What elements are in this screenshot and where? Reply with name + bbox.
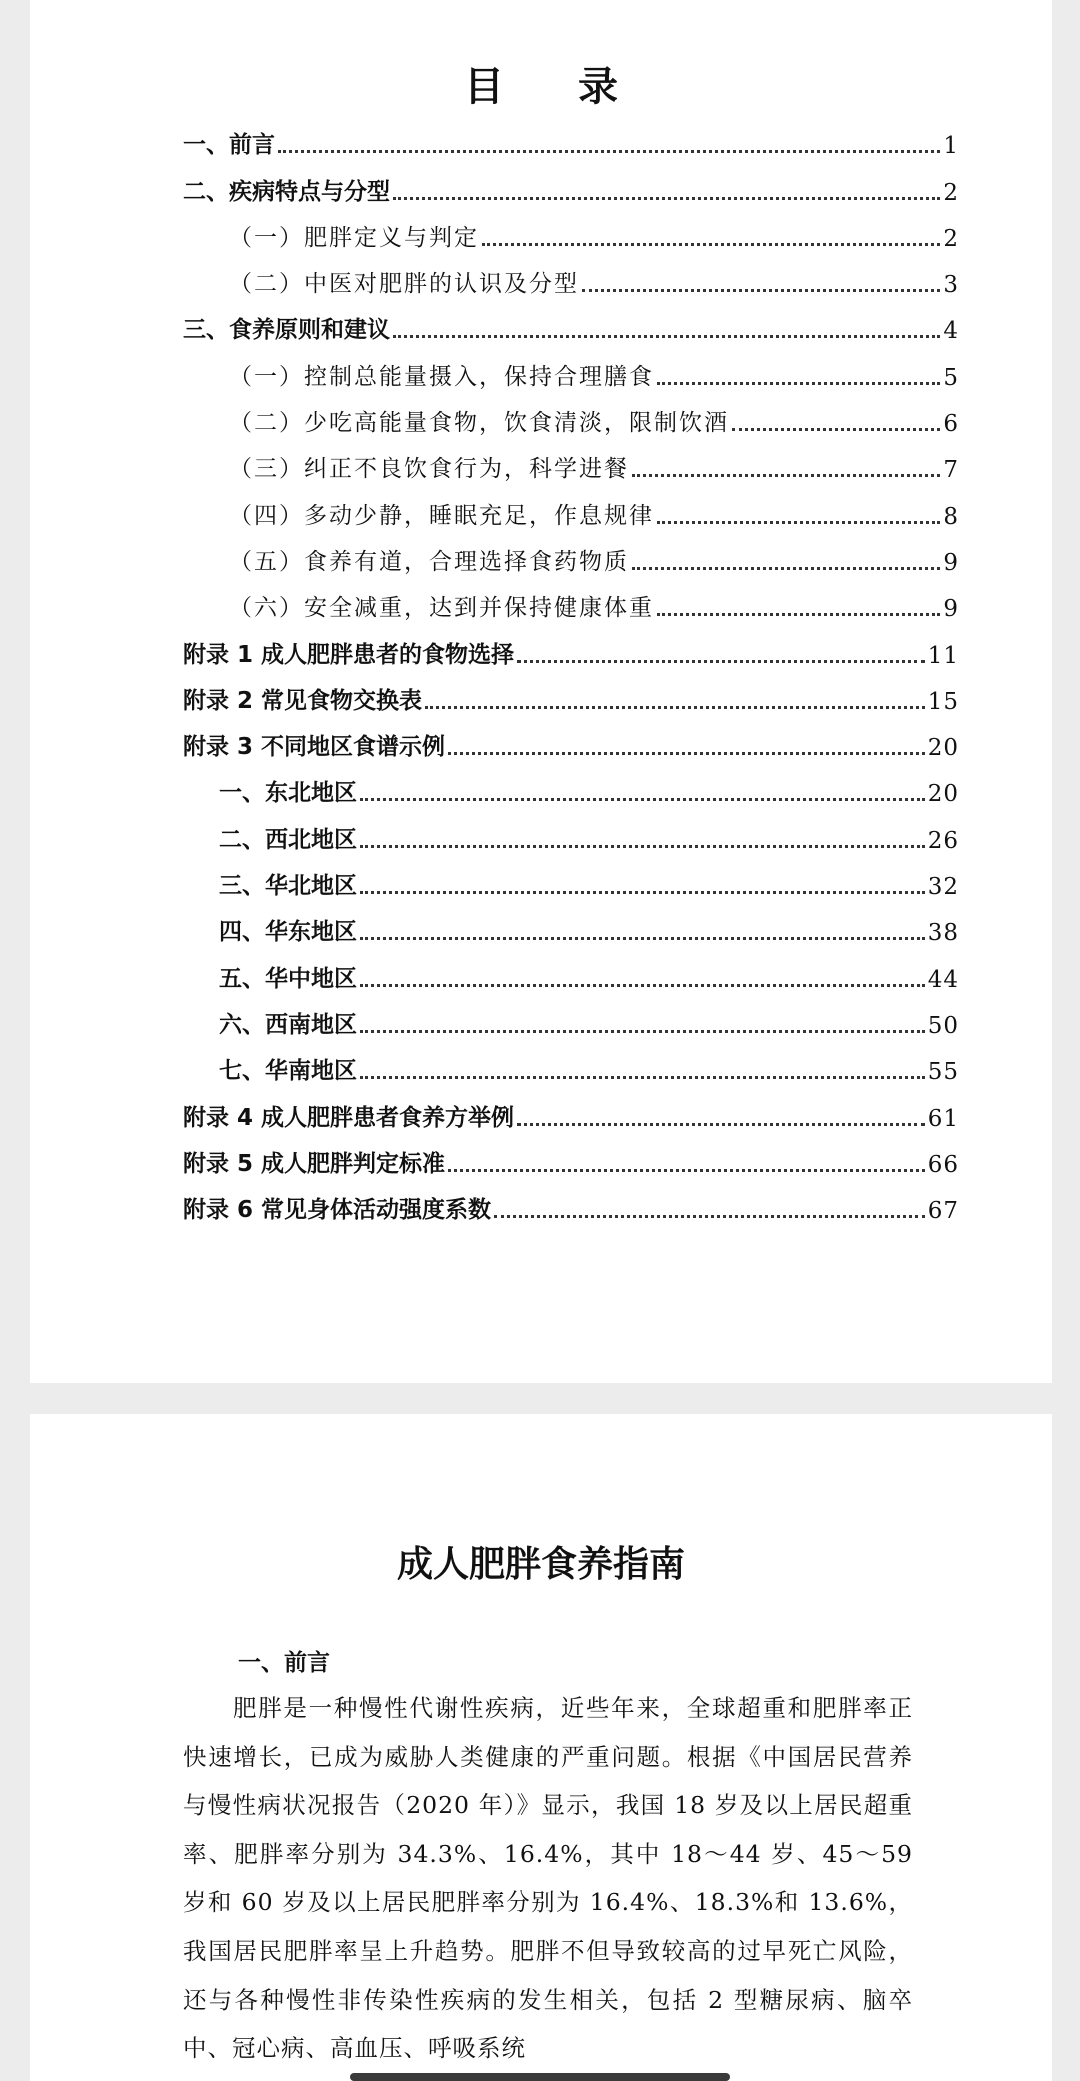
toc-entry[interactable] [183,622,959,668]
toc-entry[interactable] [183,1132,959,1178]
toc-leader-dots [657,382,940,385]
toc-entry-label: 附录 3 不同地区食谱示例 [183,734,446,761]
toc-entry-page: 67 [927,1198,959,1225]
toc-entry-page: 4 [943,318,959,345]
toc-leader-dots [448,752,925,755]
toc-leader-dots [278,150,940,153]
toc-list [183,113,959,1224]
toc-leader-dots [517,660,925,663]
home-indicator[interactable] [350,2073,730,2081]
toc-entry[interactable] [183,391,959,437]
toc-entry-page: 7 [943,457,959,484]
toc-entry-label: 一、东北地区 [219,780,357,807]
toc-entry[interactable] [183,1085,959,1131]
toc-leader-dots [632,474,940,477]
toc-entry-page: 1 [943,133,959,160]
toc-entry-page: 5 [943,364,959,391]
toc-entry-label: （二）少吃高能量食物，饮食清淡，限制饮酒 [229,410,729,437]
body-paragraph: 肥胖是一种慢性代谢性疾病，近些年来，全球超重和肥胖率正快速增长，已成为威胁人类健康的严重问题。根据《中国居民营养与慢性病状况报告（2020 年）》显示，我国 18 岁及以上居民超重率、肥胖率分别为 34.3%、16.4%，其中 18～44 岁、45～59 岁和 60 岁及以上居民肥胖率分别为 16.4%、18.3%和 13.6%，我国居民肥胖率呈上升趋势。肥胖不但导致较高的过早死亡风险，还与各种慢性非传染性疾病的发生相关，包括 2 型糖尿病、脑卒中、冠心病、高血压、呼吸系统 [183,1694,913,2063]
toc-leader-dots [657,613,940,616]
toc-leader-dots [360,1076,925,1079]
toc-leader-dots [494,1215,925,1218]
toc-entry[interactable] [183,854,959,900]
toc-entry-label: 附录 6 常见身体活动强度系数 [183,1197,492,1224]
toc-entry-label: （二）中医对肥胖的认识及分型 [229,271,579,298]
toc-entry-label: 二、疾病特点与分型 [183,178,390,205]
toc-leader-dots [393,335,940,338]
toc-leader-dots [393,197,940,200]
toc-entry-label: （三）纠正不良饮食行为，科学进餐 [229,456,629,483]
toc-entry[interactable] [183,530,959,576]
toc-entry[interactable] [183,252,959,298]
toc-entry-page: 15 [927,688,959,715]
toc-entry-page: 8 [943,503,959,530]
toc-leader-dots [632,567,940,570]
toc-leader-dots [482,243,940,246]
toc-entry-label: 四、华东地区 [219,919,357,946]
toc-entry-label: 附录 2 常见食物交换表 [183,687,423,714]
toc-leader-dots [517,1123,925,1126]
toc-entry-page: 2 [943,179,959,206]
toc-entry[interactable] [183,993,959,1039]
toc-entry[interactable] [183,576,959,622]
toc-entry[interactable] [183,715,959,761]
toc-leader-dots [582,289,940,292]
toc-page [30,0,1052,1383]
toc-entry-label: 附录 4 成人肥胖患者食养方举例 [183,1104,515,1131]
toc-entry-page: 61 [927,1105,959,1132]
toc-leader-dots [448,1169,925,1172]
toc-entry-page: 32 [927,874,959,901]
toc-entry[interactable] [183,1178,959,1224]
toc-entry-label: 附录 5 成人肥胖判定标准 [183,1150,446,1177]
toc-entry[interactable] [183,761,959,807]
toc-leader-dots [425,706,925,709]
toc-leader-dots [657,521,940,524]
toc-entry[interactable] [183,298,959,344]
toc-entry[interactable] [183,669,959,715]
toc-entry-page: 50 [927,1012,959,1039]
toc-entry-label: （一）肥胖定义与判定 [229,224,479,251]
toc-leader-dots [360,891,925,894]
toc-entry[interactable] [183,807,959,853]
toc-entry-label: 一、前言 [183,132,275,159]
toc-entry[interactable] [183,483,959,529]
toc-entry-page: 9 [943,549,959,576]
intro-page [30,1414,1052,2081]
toc-title: 目 录 [464,63,648,110]
toc-entry-page: 11 [927,642,959,669]
toc-entry-page: 66 [927,1151,959,1178]
toc-entry-page: 44 [927,966,959,993]
toc-leader-dots [360,937,925,940]
toc-entry-page: 55 [927,1059,959,1086]
toc-entry[interactable] [183,946,959,992]
toc-entry-page: 3 [943,272,959,299]
toc-entry-page: 6 [943,411,959,438]
toc-leader-dots [360,798,925,801]
toc-entry-page: 20 [927,781,959,808]
toc-entry-label: 五、华中地区 [219,965,357,992]
toc-entry-page: 9 [943,596,959,623]
toc-entry-label: 三、食养原则和建议 [183,317,390,344]
toc-entry-label: 七、华南地区 [219,1058,357,1085]
toc-entry[interactable] [183,206,959,252]
toc-entry-page: 38 [927,920,959,947]
toc-entry-page: 26 [927,827,959,854]
toc-entry-page: 20 [927,735,959,762]
toc-entry-label: （四）多动少静，睡眠充足，作息规律 [229,502,654,529]
toc-leader-dots [360,1030,925,1033]
toc-entry-label: （一）控制总能量摄入，保持合理膳食 [229,363,654,390]
toc-leader-dots [360,845,925,848]
toc-entry-label: 六、西南地区 [219,1011,357,1038]
document-title: 成人肥胖食养指南 [396,1544,685,1585]
toc-entry-label: （六）安全减重，达到并保持健康体重 [229,595,654,622]
toc-entry[interactable] [183,344,959,390]
toc-leader-dots [360,984,925,987]
section-heading: 一、前言 [238,1650,330,1676]
toc-entry-label: 附录 1 成人肥胖患者的食物选择 [183,641,515,668]
toc-entry[interactable] [183,437,959,483]
toc-entry[interactable] [183,113,959,159]
toc-entry-label: 二、西北地区 [219,826,357,853]
toc-entry-page: 2 [943,225,959,252]
toc-entry-label: （五）食养有道，合理选择食药物质 [229,548,629,575]
toc-entry[interactable] [183,900,959,946]
toc-leader-dots [732,428,940,431]
toc-entry[interactable] [183,159,959,205]
toc-entry-label: 三、华北地区 [219,873,357,900]
toc-entry[interactable] [183,1039,959,1085]
